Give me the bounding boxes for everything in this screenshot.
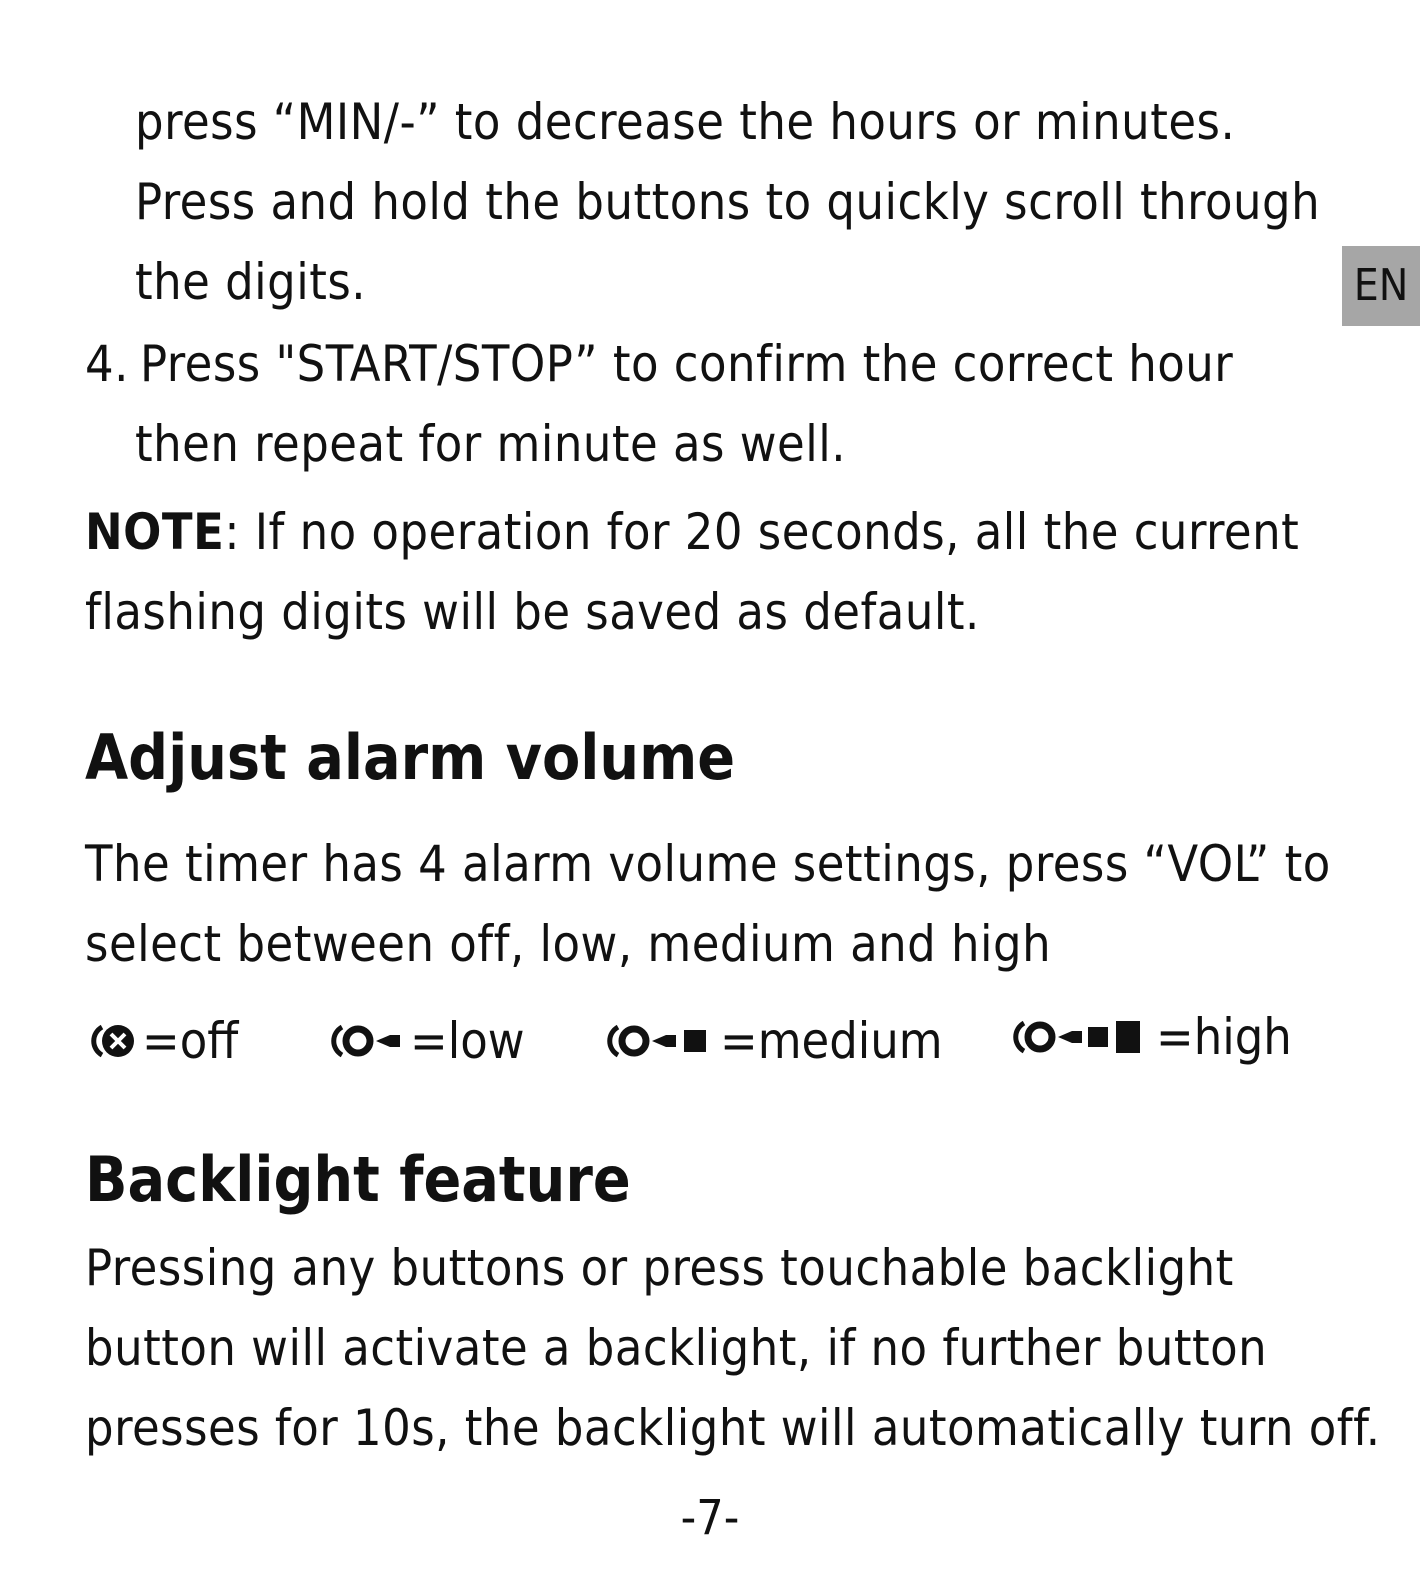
volume-settings-legend: [0, 1006, 1420, 1076]
step-text-line: Press and hold the buttons to quickly scroll through: [135, 173, 1321, 231]
step-text-line: press “MIN/-” to decrease the hours or minutes.: [135, 93, 1236, 151]
backlight-text-line: presses for 10s, the backlight will automatically turn off.: [85, 1399, 1381, 1457]
section-heading-backlight: Backlight feature: [85, 1143, 631, 1216]
step-number: 4.: [85, 335, 129, 393]
alarm-volume-text-line: The timer has 4 alarm volume settings, press “VOL” to: [85, 835, 1331, 893]
section-heading-alarm-volume: Adjust alarm volume: [85, 721, 736, 794]
volume-low-icon: [330, 1021, 406, 1061]
note-line: [85, 502, 1299, 562]
note-label: NOTE: [85, 503, 225, 561]
step-text-line: the digits.: [135, 253, 367, 311]
volume-medium-icon: [606, 1021, 716, 1061]
note-text: : If no operation for 20 seconds, all the current: [224, 503, 1300, 561]
volume-high-icon: [1012, 1015, 1152, 1059]
volume-setting-low: [330, 1006, 525, 1076]
backlight-text-line: Pressing any buttons or press touchable backlight: [85, 1239, 1234, 1297]
volume-setting-label: =low: [410, 1012, 525, 1070]
language-tab: EN: [1342, 246, 1420, 326]
note-line: flashing digits will be saved as default.: [85, 583, 980, 641]
volume-off-icon: [88, 1021, 138, 1061]
alarm-volume-text-line: select between off, low, medium and high: [85, 915, 1052, 973]
step-4-text-line: Press "START/STOP” to confirm the correct hour: [140, 335, 1234, 393]
volume-setting-label: =high: [1156, 1008, 1292, 1066]
page-number: -7-: [680, 1490, 740, 1546]
volume-setting-label: =medium: [720, 1012, 943, 1070]
step-4-text-line: then repeat for minute as well.: [135, 415, 847, 473]
volume-setting-medium: [606, 1006, 943, 1076]
volume-setting-high: [1012, 1002, 1292, 1072]
backlight-text-line: button will activate a backlight, if no further button: [85, 1319, 1268, 1377]
volume-setting-label: =off: [142, 1012, 239, 1070]
volume-setting-off: [88, 1006, 238, 1076]
